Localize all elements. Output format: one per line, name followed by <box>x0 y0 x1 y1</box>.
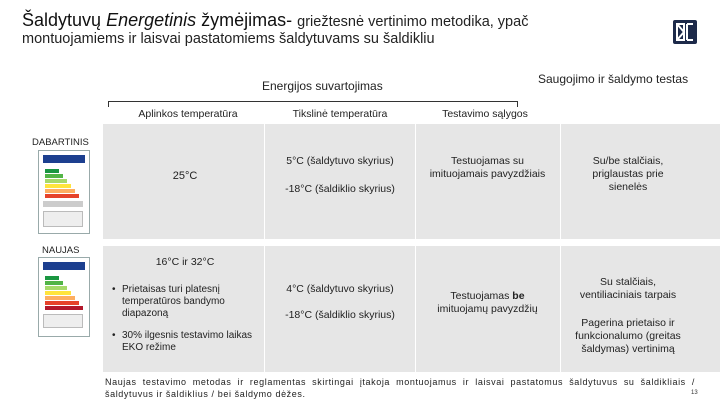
energy-label-new-image <box>38 257 90 337</box>
page-number: 13 <box>691 390 698 396</box>
new-ambient-temperature: 16°C ir 32°C <box>155 256 215 268</box>
current-ambient-temperature: 25°C <box>172 170 198 182</box>
energy-consumption-header: Energijos suvartojimas <box>262 79 383 93</box>
column-test-conditions: Testavimo sąlygos <box>442 108 528 120</box>
new-storage-test-evaluation: Pagerina prietaiso ir funkcionalumo (greitas šaldymas) vertinimą <box>575 317 681 356</box>
energy-label-current-image <box>38 150 90 234</box>
new-ambient-bullets <box>112 284 262 364</box>
row-label-current: DABARTINIS <box>32 137 89 148</box>
column-ambient-temperature: Aplinkos temperatūra <box>138 108 238 120</box>
page-title <box>22 10 662 48</box>
column-separator <box>415 124 416 372</box>
current-target-freezer: -18°C (šaldiklio skyrius) <box>285 183 395 195</box>
current-test-conditions: Testuojamas su imituojamais pavyzdžiais <box>429 155 546 181</box>
footnote: Naujas testavimo metodas ir reglamentas skirtingai įtakoja montuojamus ir laisvai pastatomus šaldytuvus su šaldikliais / šaldytuvus ir šaldiklius / bei šaldymo dėžes. <box>105 377 695 399</box>
column-target-temperature: Tikslinė temperatūra <box>292 108 388 120</box>
storage-test-header: Saugojimo ir šaldymo testas <box>538 72 689 86</box>
new-test-conditions: Testuojamas be imituojamų pavyzdžių <box>437 290 538 316</box>
title-subtitle-line2: montuojamiems ir laisvai pastatomiems šaldytuvams su šaldikliu <box>22 31 435 48</box>
current-storage-test: Su/be stalčiais, priglaustas prie sienelės <box>592 155 664 194</box>
row-label-new: NAUJAS <box>42 245 80 256</box>
current-target-fridge: 5°C (šaldytuvo skyrius) <box>286 155 394 167</box>
column-separator <box>264 124 265 372</box>
title-subtitle-line1: griežtesnė vertinimo metodika, ypač <box>297 14 529 30</box>
title-main: Šaldytuvų Energetinis žymėjimas- <box>22 10 298 30</box>
new-bullet-range: • Prietaisas turi platesnį temperatūros bandymo diapazoną <box>112 284 262 320</box>
new-target-freezer: -18°C (šaldiklio skyrius) <box>285 309 395 321</box>
energy-header-bracket <box>108 101 518 102</box>
electrolux-logo-icon <box>673 20 697 44</box>
new-target-fridge: 4°C (šaldytuvo skyrius) <box>286 283 394 295</box>
column-separator <box>560 124 561 372</box>
new-storage-test-drawers: Su stalčiais, ventiliaciniais tarpais <box>579 276 677 302</box>
new-bullet-eco: • 30% ilgesnis testavimo laikas EKO režime <box>112 330 262 354</box>
